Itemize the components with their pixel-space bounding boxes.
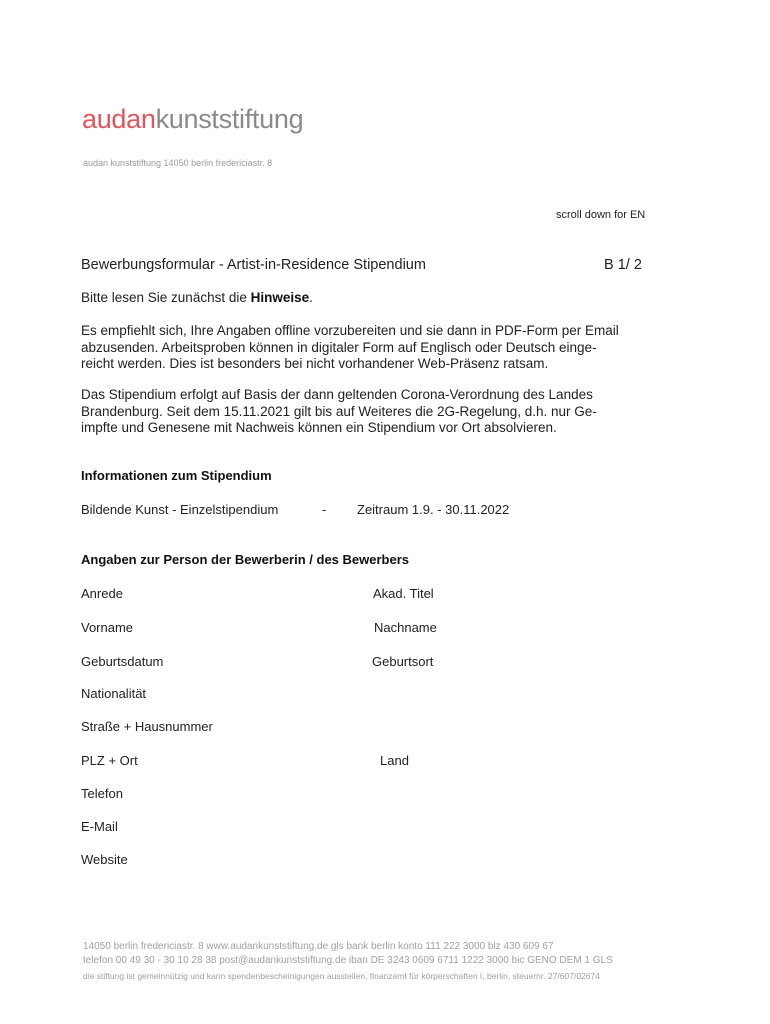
paragraph-line: abzusenden. Arbeitsproben können in digitaler Form auf Englisch oder Deutsch einge- — [81, 339, 597, 355]
logo-part-kunststiftung: kunststiftung — [155, 104, 304, 134]
info-heading: Informationen zum Stipendium — [81, 468, 272, 483]
intro-prefix: Bitte lesen Sie zunächst die — [81, 290, 251, 305]
field-website[interactable]: Website — [81, 852, 128, 867]
field-nachname[interactable]: Nachname — [374, 620, 437, 635]
field-nationalitaet[interactable]: Nationalität — [81, 686, 147, 701]
scholarship-type: Bildende Kunst - Einzelstipendium — [81, 502, 279, 517]
field-titel[interactable]: Akad. Titel — [373, 586, 434, 601]
field-email[interactable]: E-Mail — [81, 819, 118, 834]
intro-suffix: . — [309, 290, 313, 305]
paragraph-line: reicht werden. Dies ist besonders bei nicht vorhandener Web-Präsenz ratsam. — [81, 356, 549, 371]
paragraph-line: impfte und Genesene mit Nachweis können ein Stipendium vor Ort absolvieren. — [81, 420, 557, 435]
field-geburtsdatum[interactable]: Geburtsdatum — [81, 654, 164, 669]
paragraph-line: Das Stipendium erfolgt auf Basis der dann geltenden Corona-Verordnung des Landes — [81, 387, 593, 402]
person-heading: Angaben zur Person der Bewerberin / des Bewerbers — [81, 552, 409, 567]
logo-part-audan: audan — [82, 104, 156, 134]
field-land[interactable]: Land — [380, 753, 409, 768]
paragraph-offline — [81, 323, 619, 373]
field-vorname[interactable]: Vorname — [81, 620, 134, 635]
footer-legal-line: die stiftung ist gemeinnützig und kann spendenbescheinigungen ausstellen, finanzamt für körperschaften I, berlin, steuernr. 27/607/02674 — [83, 971, 600, 981]
info-dash: - — [322, 502, 327, 517]
scroll-note: scroll down for EN — [556, 209, 646, 221]
field-strasse[interactable]: Straße + Hausnummer — [81, 719, 213, 734]
logo — [82, 104, 303, 135]
scholarship-period: Zeitraum 1.9. - 30.11.2022 — [357, 502, 510, 517]
field-geburtsort[interactable]: Geburtsort — [372, 654, 434, 669]
field-anrede[interactable]: Anrede — [81, 586, 123, 601]
form-title: Bewerbungsformular - Artist-in-Residence Stipendium — [81, 257, 426, 273]
field-telefon[interactable]: Telefon — [81, 786, 123, 801]
hint-link[interactable]: Hinweise — [250, 290, 310, 305]
sender-line: audan kunststiftung 14050 berlin fredericiastr. 8 — [83, 158, 273, 168]
paragraph-corona — [81, 387, 597, 437]
footer-contact-line: telefon 00 49 30 - 30 10 28 38 post@audankunststiftung.de iban DE 3243 0609 6711 1222 3000 bic GENO DEM 1 GLS — [83, 955, 613, 966]
field-plz-ort[interactable]: PLZ + Ort — [81, 753, 138, 768]
footer-address-line: 14050 berlin fredericiastr. 8 www.audankunststiftung.de gls bank berlin konto 111 222 3000 blz 430 609 67 — [83, 941, 554, 952]
intro-line — [81, 290, 313, 307]
paragraph-line: Es empfiehlt sich, Ihre Angaben offline vorzubereiten und sie dann in PDF-Form per Email — [81, 323, 619, 338]
paragraph-line: Brandenburg. Seit dem 15.11.2021 gilt bis auf Weiteres die 2G-Regelung, d.h. nur Ge- — [81, 403, 597, 419]
page-number: B 1/ 2 — [604, 257, 642, 273]
